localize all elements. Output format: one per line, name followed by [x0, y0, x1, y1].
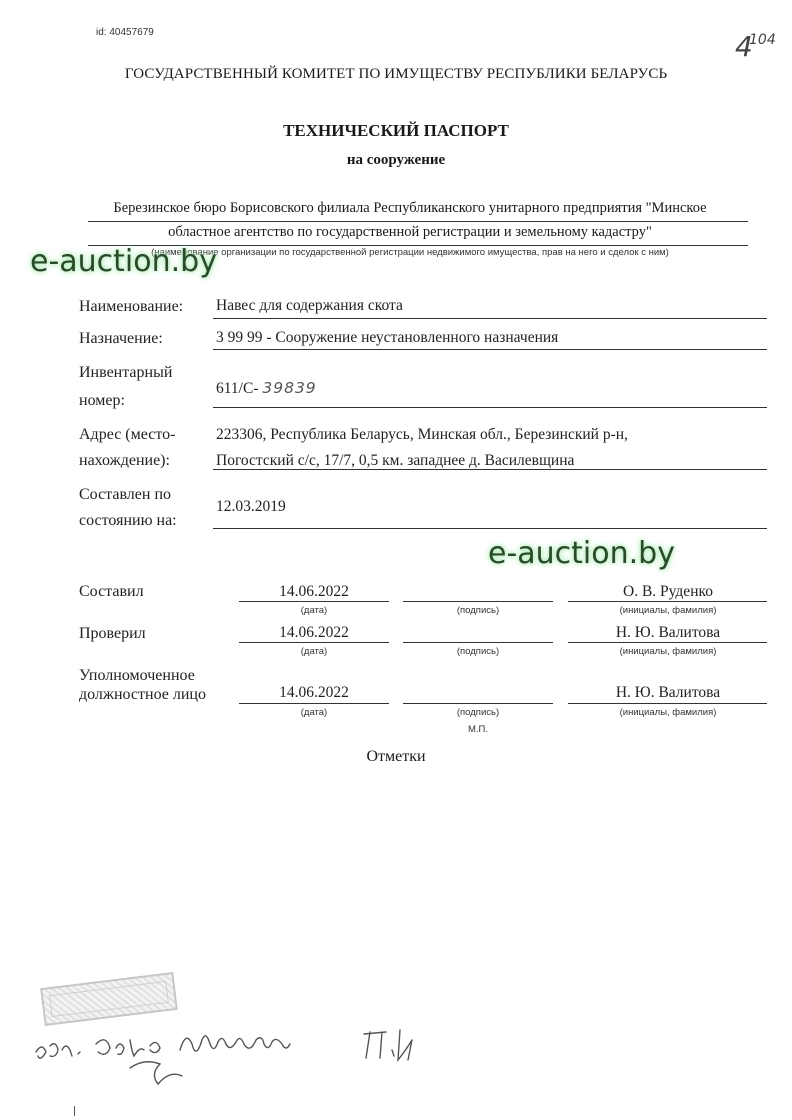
- inventory-prefix: 611/С-: [216, 380, 259, 397]
- compiled-label: Составил: [79, 583, 144, 600]
- document-subtitle: на сооружение: [346, 152, 446, 168]
- official-name-line: [568, 703, 767, 704]
- inventory-value: [216, 379, 317, 398]
- official-sign-line: [403, 703, 553, 704]
- checked-name-caption: (инициалы, фамилия): [619, 646, 717, 657]
- agency-line-1: Березинское бюро Борисовского филиала Республиканского унитарного предприятия "Минское: [113, 200, 707, 216]
- page-number-main: 4: [735, 30, 753, 63]
- marks-heading: Отметки: [366, 748, 426, 765]
- official-label-1: Уполномоченное: [79, 667, 195, 684]
- official-date-caption: (дата): [300, 707, 328, 718]
- checked-label: Проверил: [79, 625, 146, 642]
- checked-date-caption: (дата): [300, 646, 328, 657]
- compiled-name-caption: (инициалы, фамилия): [619, 605, 717, 616]
- address-label-2: нахождение):: [79, 452, 170, 469]
- state-underline: [213, 528, 767, 529]
- checked-sign-caption: (подпись): [456, 646, 500, 657]
- checked-date-line: [239, 642, 389, 643]
- compiled-name: О. В. Руденко: [623, 583, 713, 600]
- official-date-line: [239, 703, 389, 704]
- official-date: 14.06.2022: [279, 684, 349, 701]
- document-title: ТЕХНИЧЕСКИЙ ПАСПОРТ: [283, 121, 509, 140]
- agency-underline-1: [88, 221, 748, 222]
- compiled-sign-line: [403, 601, 553, 602]
- state-label-2: состоянию на:: [79, 512, 177, 529]
- official-label-2: должностное лицо: [79, 686, 206, 703]
- official-name-caption: (инициалы, фамилия): [619, 707, 717, 718]
- compiled-name-line: [568, 601, 767, 602]
- stamp-place-caption: М.П.: [467, 724, 489, 735]
- page-number-sup: 104: [749, 32, 776, 48]
- name-label: Наименование:: [79, 298, 184, 315]
- watermark-middle: e-auction.by: [488, 536, 675, 571]
- address-label-1: Адрес (место-: [79, 426, 176, 443]
- state-date: 12.03.2019: [216, 498, 286, 515]
- checked-date: 14.06.2022: [279, 624, 349, 641]
- address-line-1: 223306, Республика Беларусь, Минская обл., Березинский р-н,: [216, 426, 628, 443]
- purpose-value: 3 99 99 - Сооружение неустановленного назначения: [216, 329, 559, 346]
- compiled-date-line: [239, 601, 389, 602]
- handwritten-page-number: [735, 30, 776, 63]
- inventory-label-1: Инвентарный: [79, 364, 173, 381]
- name-underline: [213, 318, 767, 319]
- checked-name: Н. Ю. Валитова: [615, 624, 721, 641]
- watermark-top: e-auction.by: [30, 244, 217, 279]
- document-id: id: 40457679: [96, 27, 154, 38]
- address-underline: [213, 469, 767, 470]
- inventory-underline: [213, 407, 767, 408]
- handwritten-signature: [30, 1020, 450, 1095]
- official-name: Н. Ю. Валитова: [615, 684, 721, 701]
- checked-sign-line: [403, 642, 553, 643]
- compiled-sign-caption: (подпись): [456, 605, 500, 616]
- inventory-handwritten: 39839: [262, 379, 317, 397]
- purpose-label: Назначение:: [79, 330, 163, 347]
- inventory-label-2: номер:: [79, 392, 125, 409]
- agency-caption: (наименование организации по государственной регистрации недвижимого имущества, прав на него и сделок с ним): [151, 247, 669, 258]
- agency-line-2: областное агентство по государственной регистрации и земельному кадастру": [168, 224, 652, 240]
- compiled-date-caption: (дата): [300, 605, 328, 616]
- address-line-2: Погостский с/с, 17/7, 0,5 км. западнее д. Василевщина: [216, 452, 575, 469]
- purpose-underline: [213, 349, 767, 350]
- compiled-date: 14.06.2022: [279, 583, 349, 600]
- name-value: Навес для содержания скота: [216, 297, 403, 314]
- official-sign-caption: (подпись): [456, 707, 500, 718]
- faded-stamp: [40, 972, 178, 1026]
- margin-tick: [74, 1106, 75, 1116]
- organization-header: ГОСУДАРСТВЕННЫЙ КОМИТЕТ ПО ИМУЩЕСТВУ РЕСПУБЛИКИ БЕЛАРУСЬ: [124, 66, 668, 82]
- state-label-1: Составлен по: [79, 486, 172, 503]
- checked-name-line: [568, 642, 767, 643]
